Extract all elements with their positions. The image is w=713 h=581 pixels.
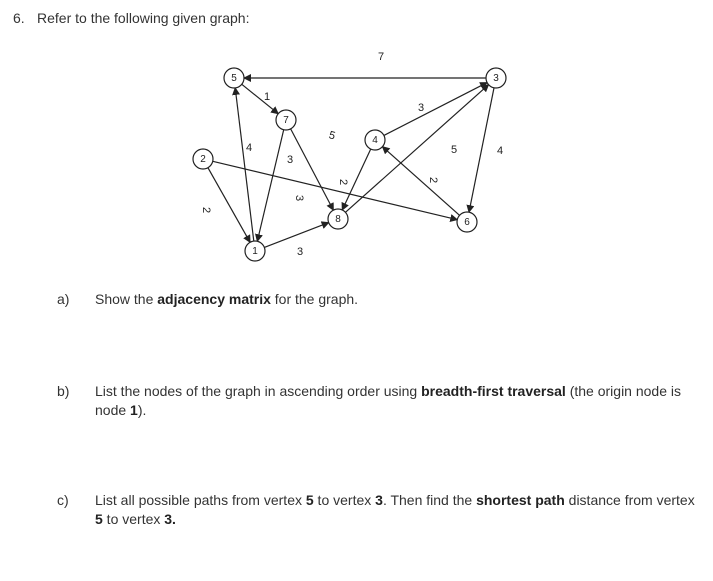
edge-weight-8-to-3: 5 <box>450 143 458 156</box>
edge-weight-7-to-8: 3 <box>293 194 306 202</box>
part-c-letter: c) <box>57 492 69 508</box>
edge-weight-2-to-6: 5 <box>327 129 337 143</box>
part-a-letter: a) <box>57 291 70 307</box>
weighted-digraph <box>0 0 713 290</box>
edge-weight-2-to-1: 2 <box>200 206 213 214</box>
node-8 <box>328 209 348 229</box>
node-6 <box>457 212 477 232</box>
part-c-text: List all possible paths from vertex 5 to vertex 3. Then find the shortest path distance from vertex 5 to vertex 3. <box>95 492 695 527</box>
node-7 <box>276 110 296 130</box>
edge-weight-7-to-1: 3 <box>286 153 294 166</box>
node-4 <box>365 130 385 150</box>
part-a-text: Show the adjacency matrix for the graph. <box>95 291 359 307</box>
node-2 <box>193 149 213 169</box>
edge-5-to-7 <box>242 84 278 113</box>
edge-weight-5-to-7: 1 <box>263 90 271 103</box>
node-label: 3 <box>493 73 499 85</box>
node-label: 1 <box>252 246 258 258</box>
part-b-letter: b) <box>57 383 70 399</box>
edge-weight-3-to-5: 7 <box>377 50 385 63</box>
node-3 <box>486 68 506 88</box>
node-5 <box>224 68 244 88</box>
edge-weight-1-to-8: 3 <box>296 245 304 258</box>
question-number: 6. <box>13 10 25 26</box>
question-prompt: Refer to the following given graph: <box>37 10 250 26</box>
edge-1-to-8 <box>264 223 328 248</box>
node-label: 7 <box>283 115 289 127</box>
node-label: 5 <box>231 73 237 85</box>
node-label: 8 <box>335 214 341 226</box>
edge-weight-6-to-4: 2 <box>427 176 440 184</box>
edge-weight-1-to-5: 4 <box>245 141 253 154</box>
node-1 <box>245 241 265 261</box>
edge-weight-4-to-3: 3 <box>417 101 425 114</box>
edge-weight-3-to-6: 4 <box>496 144 504 157</box>
edge-4-to-3 <box>384 83 487 136</box>
edge-weight-4-to-8: 2 <box>337 178 350 186</box>
node-label: 4 <box>372 135 378 147</box>
edge-3-to-6 <box>469 88 494 212</box>
edge-2-to-1 <box>208 168 250 243</box>
node-label: 6 <box>464 217 470 229</box>
part-b-text: List the nodes of the graph in ascending order using breadth-first traversal (the origin node is node 1). <box>95 383 682 418</box>
edge-1-to-5 <box>235 88 254 241</box>
edge-7-to-1 <box>257 130 283 242</box>
node-label: 2 <box>200 154 206 166</box>
